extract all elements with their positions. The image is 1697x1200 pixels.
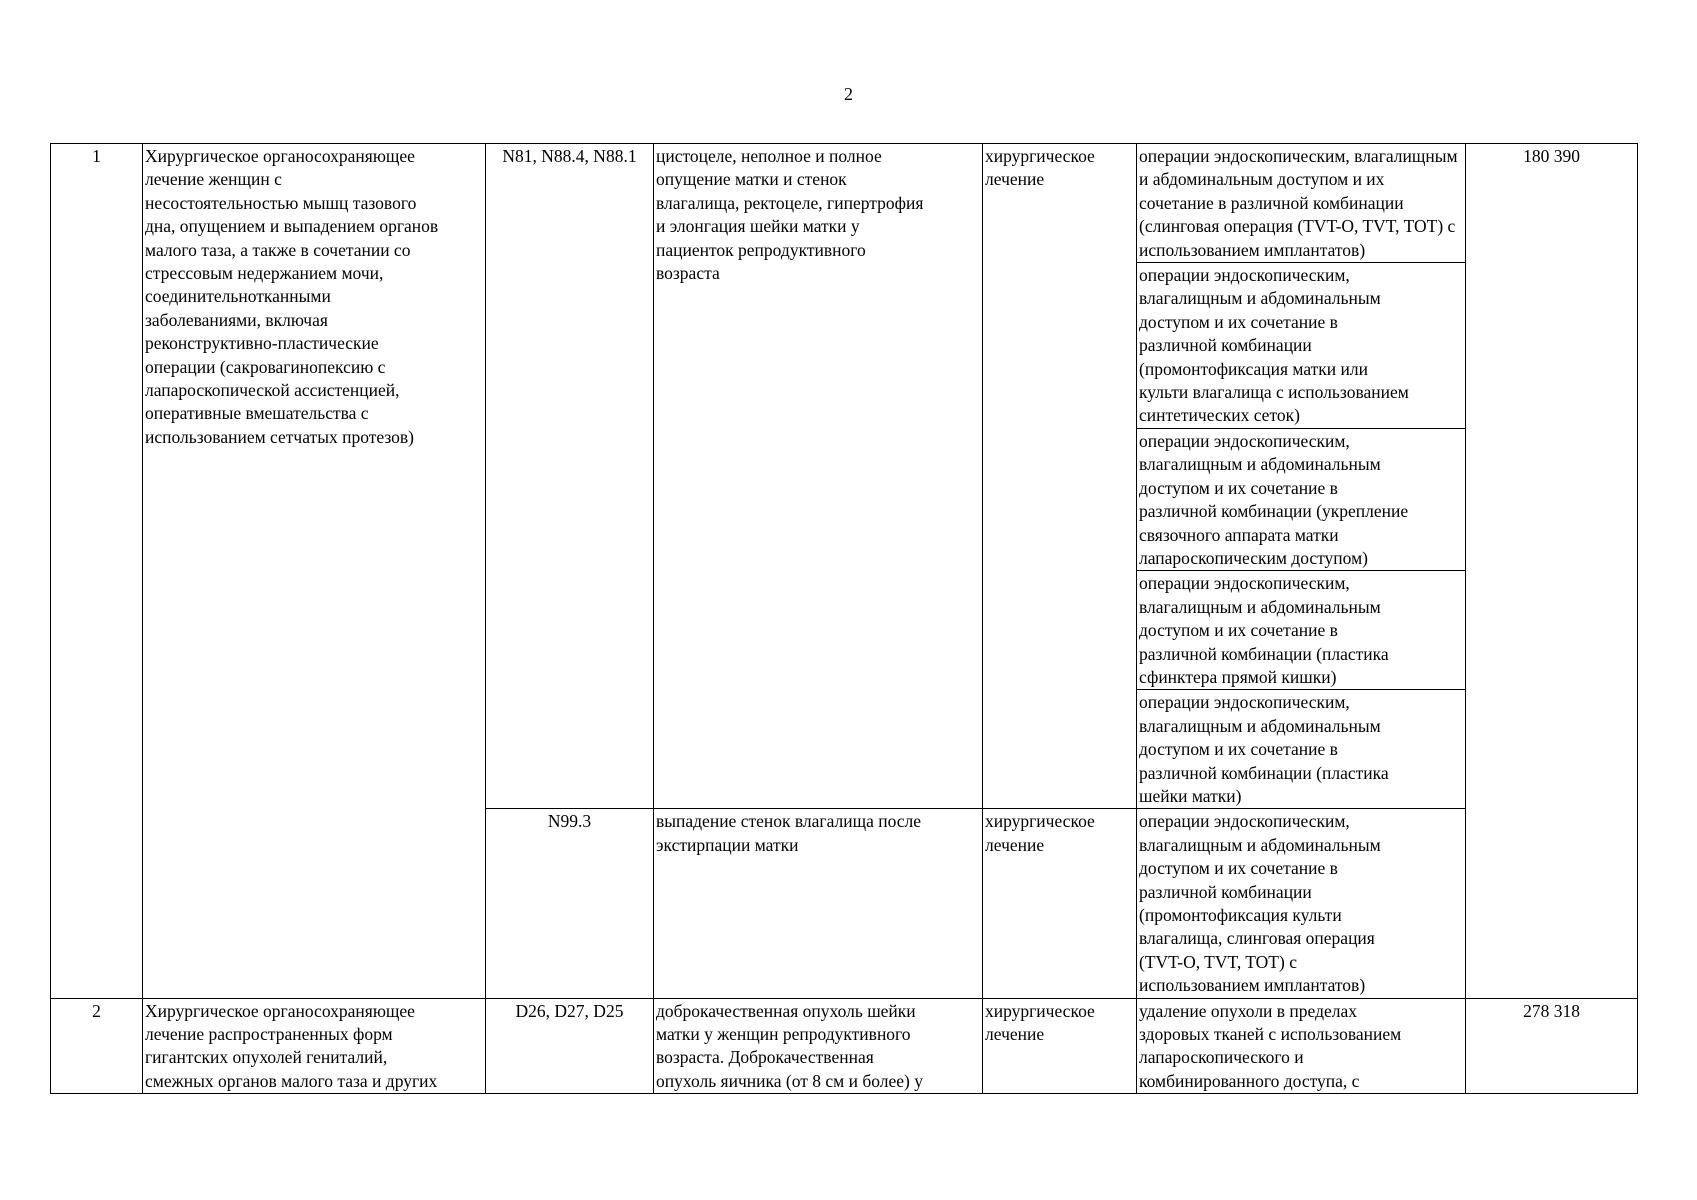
treatment-method: операции эндоскопическим, влагалищным и абдоминальным доступом и их сочетание в различной комбинации (промонтофиксация культи влагалища, слинговая операция (TVT-O, TVT, TOT) с использованием имплантатов) xyxy=(1137,809,1466,998)
treatment-method: операции эндоскопическим, влагалищным и абдоминальным доступом и их сочетание в различной комбинации (промонтофиксация матки или культи влагалища с использованием синтетических сеток) xyxy=(1137,263,1466,429)
row-number: 2 xyxy=(51,998,143,1094)
treatment-type: хирургическое лечение xyxy=(983,998,1137,1094)
row-number: 1 xyxy=(51,144,143,999)
patient-model: доброкачественная опухоль шейки матки у женщин репродуктивного возраста. Доброкачественная опухоль яичника (от 8 см и более) у xyxy=(654,998,983,1094)
procedures-table xyxy=(50,143,1638,1094)
patient-model: выпадение стенок влагалища после экстирпации матки xyxy=(654,809,983,998)
treatment-name: Хирургическое органосохраняющее лечение распространенных форм гигантских опухолей гениталий, смежных органов малого таза и других xyxy=(143,998,486,1094)
treatment-type: хирургическое лечение xyxy=(983,144,1137,809)
icd-codes: N81, N88.4, N88.1 xyxy=(486,144,654,809)
icd-codes: D26, D27, D25 xyxy=(486,998,654,1094)
treatment-name: Хирургическое органосохраняющее лечение женщин с несостоятельностью мышц тазового дна, опущением и выпадением органов малого таза, а также в сочетании со стрессовым недержанием мочи, соединительнотканными заболеваниями, включая реконструктивно-пластические операции (сакровагинопексию с лапароскопической ассистенцией, оперативные вмешательства с использованием сетчатых протезов) xyxy=(143,144,486,999)
treatment-method: операции эндоскопическим, влагалищным и абдоминальным доступом и их сочетание в различной комбинации (слинговая операция (TVT-O, TVT, TOT) с использованием имплантатов) xyxy=(1137,144,1466,263)
treatment-type: хирургическое лечение xyxy=(983,809,1137,998)
treatment-method: операции эндоскопическим, влагалищным и абдоминальным доступом и их сочетание в различной комбинации (пластика шейки матки) xyxy=(1137,690,1466,809)
treatment-method: операции эндоскопическим, влагалищным и абдоминальным доступом и их сочетание в различной комбинации (пластика сфинктера прямой кишки) xyxy=(1137,571,1466,690)
patient-model: цистоцеле, неполное и полное опущение матки и стенок влагалища, ректоцеле, гипертрофия и элонгация шейки матки у пациенток репродуктивного возраста xyxy=(654,144,983,809)
treatment-method: удаление опухоли в пределах здоровых тканей с использованием лапароскопического и комбинированного доступа, с xyxy=(1137,998,1466,1094)
cost-value: 180 390 xyxy=(1466,144,1638,999)
table-row xyxy=(51,144,1638,263)
cost-value: 278 318 xyxy=(1466,998,1638,1094)
page-number: 2 xyxy=(844,84,853,104)
icd-codes: N99.3 xyxy=(486,809,654,998)
treatment-method: операции эндоскопическим, влагалищным и абдоминальным доступом и их сочетание в различной комбинации (укрепление связочного аппарата матки лапароскопическим доступом) xyxy=(1137,428,1466,570)
table-row xyxy=(51,998,1638,1094)
